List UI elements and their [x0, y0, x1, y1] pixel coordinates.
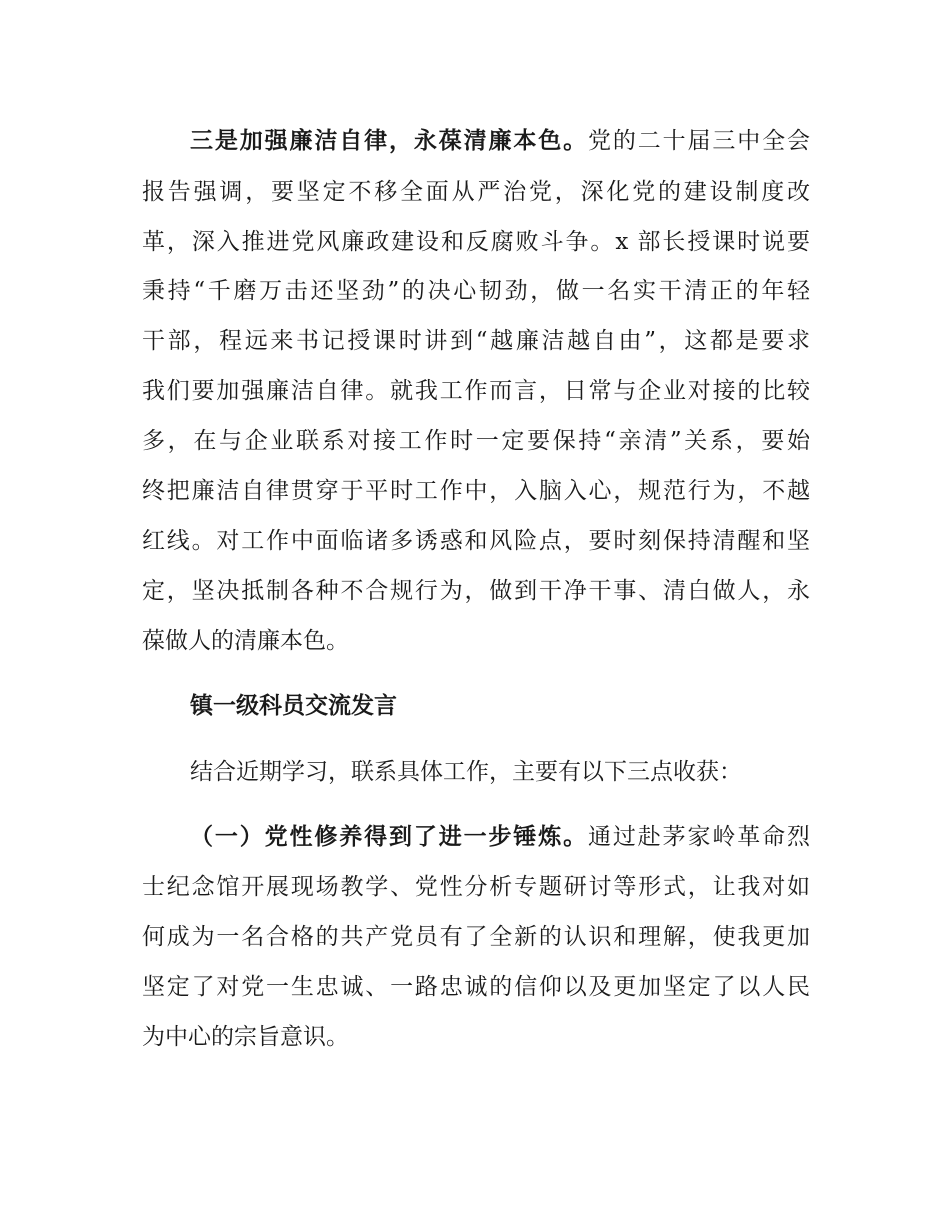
- paragraph-line: 坚定了对党一生忠诚、一路忠诚的信仰以及更加坚定了以人民: [142, 974, 810, 1000]
- paragraph-line: [190, 822, 810, 852]
- point1-line1-rest: 通过赴茅家岭革命烈: [588, 824, 810, 850]
- speech-title: 镇一级科员交流发言: [190, 693, 397, 719]
- paragraph-line: 何成为一名合格的共产党员有了全新的认识和理解，使我更加: [142, 924, 810, 950]
- paragraph-line: 干部，程远来书记授课时讲到“越廉洁越自由”，这都是要求: [142, 328, 810, 354]
- paragraph-line: 为中心的宗旨意识。: [142, 1024, 349, 1050]
- paragraph-line: 葆做人的清廉本色。: [142, 628, 349, 654]
- paragraph-line: 多，在与企业联系对接工作时一定要保持“亲清”关系，要始: [142, 428, 810, 454]
- section3-line1-rest: 党的二十届三中全会: [588, 128, 810, 154]
- paragraph-line: 定，坚决抵制各种不合规行为，做到干净干事、清白做人，永: [142, 578, 810, 604]
- paragraph-line: 士纪念馆开展现场教学、党性分析专题研讨等形式，让我对如: [142, 874, 810, 900]
- section3-lead-bold: 三是加强廉洁自律，永葆清廉本色。: [190, 128, 588, 154]
- paragraph-line: 红线。对工作中面临诸多诱惑和风险点，要时刻保持清醒和坚: [142, 528, 810, 554]
- paragraph-line: 我们要加强廉洁自律。就我工作而言，日常与企业对接的比较: [142, 378, 810, 404]
- paragraph-line: 终把廉洁自律贯穿于平时工作中，入脑入心，规范行为，不越: [142, 478, 810, 504]
- paragraph-line: 报告强调，要坚定不移全面从严治党，深化党的建设制度改: [142, 179, 810, 205]
- point1-lead-bold: （一）党性修养得到了进一步锤炼。: [190, 824, 588, 850]
- intro-line: 结合近期学习，联系具体工作，主要有以下三点收获：: [190, 759, 742, 785]
- paragraph-line: 革，深入推进党风廉政建设和反腐败斗争。x 部长授课时说要: [142, 229, 810, 255]
- paragraph-line: [190, 126, 810, 156]
- paragraph-line: 秉持“千磨万击还坚劲”的决心韧劲，做一名实干清正的年轻: [142, 278, 810, 304]
